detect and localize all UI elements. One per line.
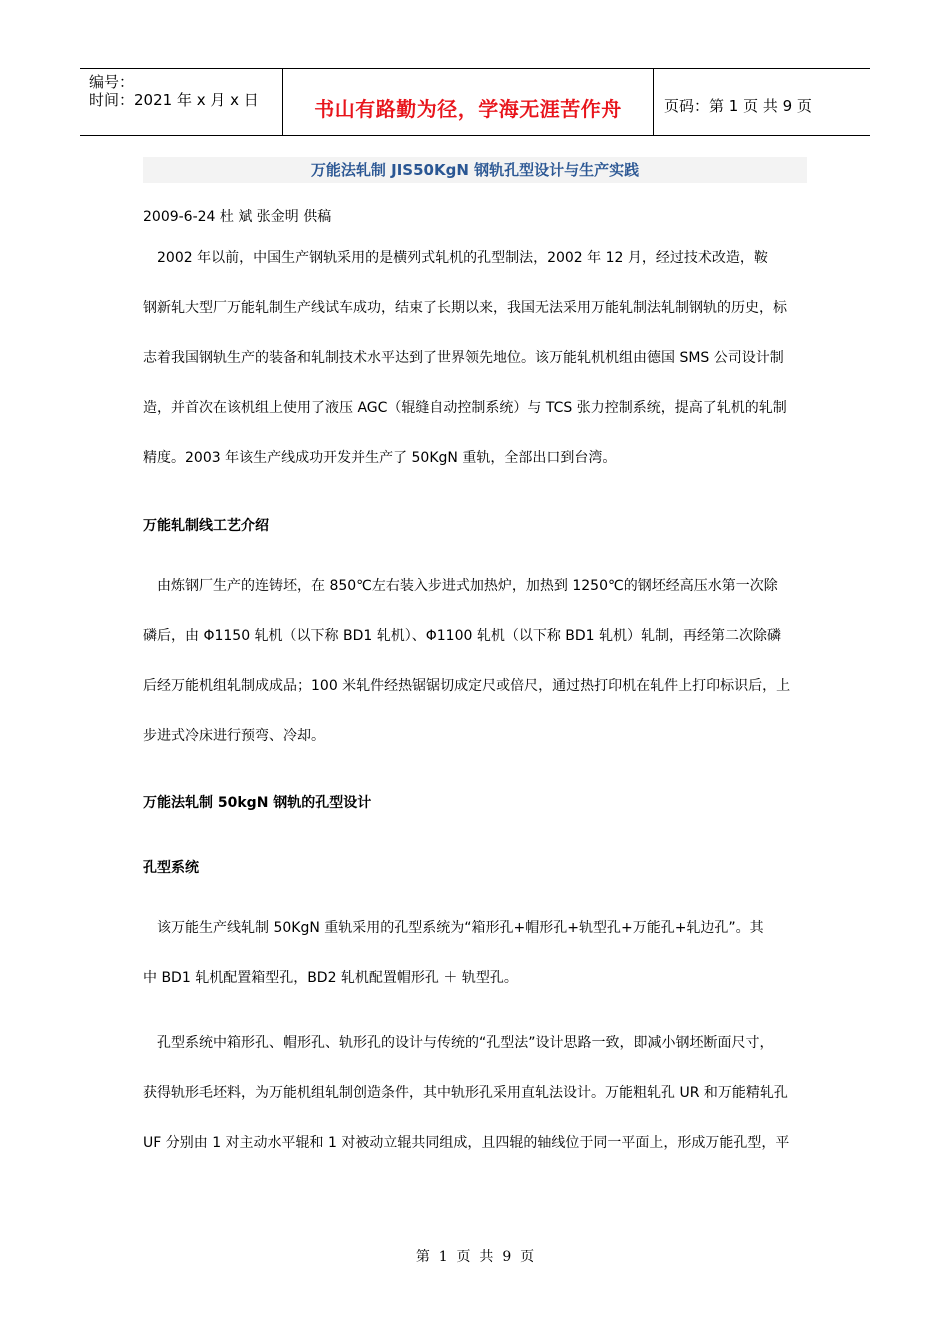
header-page-cell (654, 69, 870, 135)
paragraph-line: 孔型系统中箱形孔、帽形孔、轨形孔的设计与传统的“孔型法”设计思路一致，即减小钢坯断面尺寸， (143, 1035, 774, 1051)
paragraph-line: 2002 年以前，中国生产钢轨采用的是横列式轧机的孔型制法，2002 年 12 月，经过技术改造，鞍 (143, 250, 768, 266)
paragraph-line: 中 BD1 轧机配置箱型孔，BD2 轧机配置帽形孔 ＋ 轨型孔。 (143, 970, 518, 986)
section-heading-pass-design: 万能法轧制 50kgN 钢轨的孔型设计 (143, 795, 372, 811)
paragraph-line: 后经万能机组轧制成成品；100 米轧件经热锯锯切成定尺或倍尺，通过热打印机在轧件上打印标识后，上 (143, 678, 791, 694)
paragraph-line: 由炼钢厂生产的连铸坯，在 850℃左右装入步进式加热炉，加热到 1250℃的钢坯经高压水第一次除 (143, 578, 778, 594)
paragraph-line: 精度。2003 年该生产线成功开发并生产了 50KgN 重轨，全部出口到台湾。 (143, 450, 617, 466)
paragraph-line: 步进式冷床进行预弯、冷却。 (143, 728, 325, 744)
header-page-info: 页码：第 1 页 共 9 页 (664, 97, 812, 115)
section-heading-process: 万能轧制线工艺介绍 (143, 518, 269, 534)
paragraph-line: 该万能生产线轧制 50KgN 重轨采用的孔型系统为“箱形孔+帽形孔+轨型孔+万能孔+轧边孔”。其 (143, 920, 764, 936)
paragraph-line: 磷后，由 Φ1150 轧机（以下称 BD1 轧机）、Φ1100 轧机（以下称 BD1 轧机）轧制，再经第二次除磷 (143, 628, 782, 644)
paragraph-line: 获得轨形毛坯料，为万能机组轧制创造条件，其中轨形孔采用直轧法设计。万能粗轧孔 UR 和万能精轧孔 (143, 1085, 788, 1101)
header-motto: 书山有路勤为径，学海无涯苦作舟 (314, 97, 622, 121)
document-header (80, 68, 870, 136)
paragraph-line: 志着我国钢轨生产的装备和轧制技术水平达到了世界领先地位。该万能轧机机组由德国 SMS 公司设计制 (143, 350, 784, 366)
document-byline: 2009-6-24 杜 斌 张金明 供稿 (143, 209, 332, 225)
document-title: 万能法轧制 JIS50KgN 钢轨孔型设计与生产实践 (143, 157, 807, 183)
header-motto-cell (282, 69, 654, 135)
document-number-label: 编号： (89, 73, 135, 91)
paragraph-line: 钢新轧大型厂万能轧制生产线试车成功，结束了长期以来，我国无法采用万能轧制法轧制钢轨的历史，标 (143, 300, 787, 316)
header-meta-cell (80, 69, 282, 135)
document-date: 时间：2021 年 x 月 x 日 (89, 91, 259, 109)
paragraph-line: UF 分别由 1 对主动水平辊和 1 对被动立辊共同组成，且四辊的轴线位于同一平面上，形成万能孔型，平 (143, 1135, 790, 1151)
paragraph-line: 造，并首次在该机组上使用了液压 AGC（辊缝自动控制系统）与 TCS 张力控制系统，提高了轧机的轧制 (143, 400, 787, 416)
page-footer: 第 1 页 共 9 页 (415, 1249, 535, 1265)
section-heading-pass-system: 孔型系统 (143, 860, 199, 876)
